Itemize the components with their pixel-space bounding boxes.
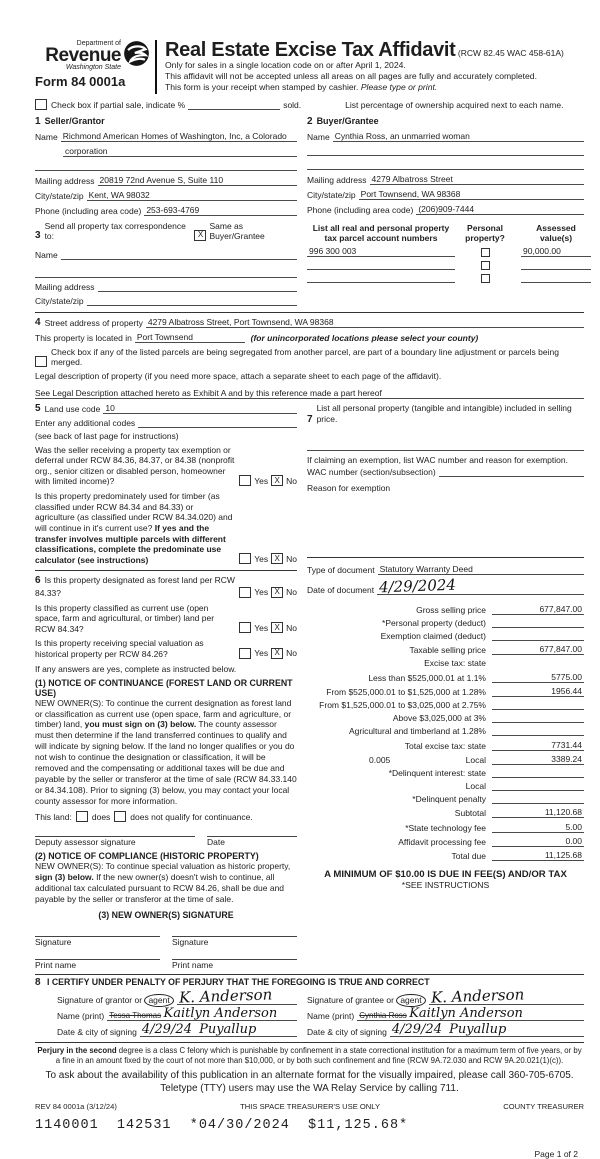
does-checkbox[interactable] xyxy=(76,811,88,822)
street-address-field[interactable]: 4279 Albatross Street, Port Townsend, WA 98368 xyxy=(146,317,584,328)
tax-computation xyxy=(307,604,584,861)
does-not-checkbox[interactable] xyxy=(114,811,126,822)
tax-row-label: Affidavit processing fee xyxy=(398,836,486,847)
tax-row-value[interactable] xyxy=(492,768,584,778)
grantor-signature-field[interactable] xyxy=(177,985,297,1007)
form-number: Form 84 0001a xyxy=(35,74,126,90)
yes-label: Yes xyxy=(254,553,269,564)
personal-property-section xyxy=(307,403,584,558)
seller-phone-label: Phone (including area code) xyxy=(35,205,142,216)
located-in-field[interactable]: Port Townsend xyxy=(135,332,245,343)
tax-row-label: Gross selling price xyxy=(416,604,486,615)
seller-heading: Seller/Grantor xyxy=(44,115,105,126)
additional-codes-label: Enter any additional codes xyxy=(35,417,136,428)
grantee-date-handwriting: 4/29/24 xyxy=(391,1021,442,1037)
grantor-date-city-label: Date & city of signing xyxy=(57,1026,137,1037)
partial-sale-row xyxy=(35,99,584,110)
local-rate: 0.005 xyxy=(369,754,391,765)
correspondence-mailing-label: Mailing address xyxy=(35,281,95,292)
reason-exemption-field[interactable] xyxy=(307,493,584,553)
correspondence-name-label: Name xyxy=(35,249,58,260)
grantee-name-print-label: Name (print) xyxy=(307,1010,355,1021)
grantee-date-city-label: Date & city of signing xyxy=(307,1026,387,1037)
grantee-name-print-field[interactable] xyxy=(357,1005,584,1021)
yes-label: Yes xyxy=(254,622,269,633)
tax-row-label: *Personal property (deduct) xyxy=(382,617,486,628)
tax-row-value[interactable]: 11,125.68 xyxy=(492,850,584,861)
timber-yes-checkbox[interactable] xyxy=(239,553,251,564)
tax-row-value[interactable]: 1956.44 xyxy=(492,686,584,697)
grantee-date-city-field[interactable] xyxy=(390,1021,584,1037)
buyer-mailing-field[interactable]: 4279 Albatross Street xyxy=(370,174,584,185)
sold-label: sold. xyxy=(283,99,302,110)
buyer-section xyxy=(307,116,584,216)
grantee-name-handwriting: Kaitlyn Anderson xyxy=(409,1005,523,1021)
notice-continuance-title: (1) NOTICE OF CONTINUANCE (FOREST LAND OR CURRENT USE) xyxy=(35,677,293,698)
tax-row-label: *Delinquent penalty xyxy=(412,794,486,805)
timber-no-checkbox[interactable]: X xyxy=(271,553,283,564)
assessed-value-field[interactable] xyxy=(521,273,591,283)
correspondence-city-field[interactable] xyxy=(87,296,297,306)
grantee-signature-handwriting: K. Anderson xyxy=(430,985,525,1007)
tax-row-label: Less than $525,000.01 at 1.1% xyxy=(368,672,486,683)
located-in-label: This property is located in xyxy=(35,332,132,343)
current-use-yes-checkbox[interactable] xyxy=(239,622,251,633)
tax-row-label: Total excise tax: state xyxy=(404,740,486,751)
parcel-number-field[interactable] xyxy=(307,273,455,283)
grantor-name-print-field[interactable] xyxy=(107,1005,297,1021)
no-label: No xyxy=(286,475,297,486)
buyer-heading: Buyer/Grantee xyxy=(316,115,379,126)
grantee-city-handwriting: Puyallup xyxy=(449,1021,507,1037)
seller-name-field-3[interactable] xyxy=(35,161,297,171)
forest-section xyxy=(35,575,297,970)
notice-compliance-title: (2) NOTICE OF COMPLIANCE (HISTORIC PROPERTY) xyxy=(35,851,259,862)
rev-form-code: REV 84 0001a (3/12/24) xyxy=(35,1102,117,1112)
buyer-city-field[interactable]: Port Townsend, WA 98368 xyxy=(359,189,584,200)
tax-row-label: Above $3,025,000 at 3% xyxy=(392,713,486,724)
tax-row-value[interactable]: 677,847.00 xyxy=(492,604,584,615)
land-use-section xyxy=(35,403,297,572)
parcel-row xyxy=(307,273,591,283)
tax-row-value[interactable] xyxy=(492,713,584,723)
tax-row-value[interactable] xyxy=(492,726,584,736)
logo-state-text: Washington State xyxy=(65,64,121,72)
timber-question: Is this property predominately used for timber (as classified under RCW 84.34 and 84.33) or agriculture (as classified under RCW 84.34.020) and will continue in it's current use? If yes and the transfer involves multiple parcels with different classifications, complete the predominate use calculator (see instructions) Yes X No xyxy=(35,491,297,565)
date-of-document-label: Date of document xyxy=(307,584,375,595)
correspondence-mailing-field[interactable] xyxy=(98,282,297,292)
partial-sale-checkbox[interactable] xyxy=(35,99,47,110)
buyer-name-field-2[interactable] xyxy=(307,146,584,156)
section-4-number: 4 xyxy=(35,316,41,328)
correspondence-city-label: City/state/zip xyxy=(35,295,84,306)
header-note-2: This affidavit will not be accepted unless all areas on all pages are fully and accurately completed. xyxy=(165,71,537,82)
personal-property-checkbox[interactable] xyxy=(481,261,490,270)
section-6-number: 6 xyxy=(35,575,41,587)
county-treasurer-label: COUNTY TREASURER xyxy=(503,1102,584,1112)
tax-row-value[interactable] xyxy=(492,700,584,710)
this-land-label: This land: xyxy=(35,811,72,822)
revenue-logo-icon xyxy=(123,40,150,69)
parcel-number-field[interactable]: 996 300 003 xyxy=(307,246,455,257)
ownership-note: List percentage of ownership acquired next to each name. xyxy=(345,99,564,110)
grantee-struck-name: Cynthia Ross xyxy=(359,1010,407,1020)
notice-compliance-body: NEW OWNER(S): To continue special valuation as historic property, sign (3) below. If the new owner(s) doesn't wish to continue, all additional tax calculated pursuant to RCW 84.26, shall be due and payable by the seller or transferor at the time of sale. xyxy=(35,861,291,905)
correspondence-section xyxy=(35,221,307,306)
tax-row-value[interactable] xyxy=(492,631,584,641)
assessed-value-field[interactable] xyxy=(521,260,591,270)
section-3-number: 3 xyxy=(35,229,41,241)
does-not-label: does not qualify for continuance. xyxy=(130,811,253,822)
section-7-number: 7 xyxy=(307,413,313,425)
minimum-due-note: A MINIMUM OF $10.00 IS DUE IN FEE(S) AND/OR TAX xyxy=(324,869,567,881)
tax-row-value[interactable] xyxy=(492,618,584,628)
grantor-name-handwriting: Kaitlyn Anderson xyxy=(163,1005,278,1021)
personal-property-header: Personal property? xyxy=(465,222,505,243)
buyer-mailing-label: Mailing address xyxy=(307,174,367,185)
personal-property-field[interactable] xyxy=(307,441,584,451)
grantor-signature-handwriting: K. Anderson xyxy=(178,985,273,1007)
tax-row-value[interactable]: 7731.44 xyxy=(492,740,584,751)
tax-row-label: *Delinquent interest: state xyxy=(388,767,486,778)
grantor-date-city-field[interactable] xyxy=(140,1021,297,1037)
perjury-note: Perjury in the second degree is a class C felony which is punishable by confinement in a state correctional institution for a maximum term of five years, or by a fine in an amount fixed by the court of not more than $10,000, or by both such confinement and fine (RCW 9A.72.030 and RCW 9A.20.021(1)(c)). xyxy=(35,1042,584,1065)
same-as-buyer-checkbox[interactable]: X xyxy=(194,230,206,241)
dor-logo-block xyxy=(35,40,157,94)
page-title: Real Estate Excise Tax Affidavit xyxy=(165,39,456,61)
treasurer-stamp: 1140001 142531 *04/30/2024 $11,125.68* xyxy=(35,1118,409,1134)
buyer-phone-field[interactable]: (206)909-7444 xyxy=(416,204,584,215)
historic-no-checkbox[interactable]: X xyxy=(271,648,283,659)
accessibility-note: To ask about the availability of this publication in an alternate format for the visually impaired, please call 360-705-6705. Teletype (TTY) users may use the WA Relay Service by calling 711. xyxy=(45,1070,574,1094)
tax-row-label: Subtotal xyxy=(454,808,486,819)
parcel-row xyxy=(307,246,591,257)
page-number: Page 1 of 2 xyxy=(534,1149,578,1159)
unincorporated-note: (for unincorporated locations please select your county) xyxy=(250,332,479,343)
seller-city-label: City/state/zip xyxy=(35,190,84,201)
does-label: does xyxy=(91,811,111,822)
seller-city-field[interactable]: Kent, WA 98032 xyxy=(87,190,297,201)
document-section xyxy=(307,564,584,595)
tax-row-value[interactable]: 11,120.68 xyxy=(492,807,584,818)
seller-name-field-2[interactable]: corporation xyxy=(63,146,297,157)
forest-no-checkbox[interactable]: X xyxy=(271,587,283,598)
personal-property-label: List all personal property (tangible and intangible) included in selling price. xyxy=(316,402,572,424)
property-section xyxy=(35,317,584,399)
land-use-code-label: Land use code xyxy=(44,403,101,414)
logo-department-text: Department of xyxy=(76,40,121,47)
grantor-struck-name: Tessa Thomas xyxy=(109,1010,162,1020)
local-value[interactable]: 3389.24 xyxy=(492,754,584,765)
type-of-document-field[interactable]: Statutory Warranty Deed xyxy=(378,564,584,575)
same-as-buyer-label: Same as Buyer/Grantee xyxy=(209,220,265,241)
no-label: No xyxy=(286,587,297,598)
tax-row-value[interactable]: 677,847.00 xyxy=(492,644,584,655)
seller-mailing-field[interactable]: 20819 72nd Avenue S, Suite 110 xyxy=(98,175,297,186)
tax-row-value[interactable]: 5.00 xyxy=(492,822,584,833)
parcel-accounts-header: List all real and personal property tax parcel account numbers xyxy=(312,222,450,243)
new-owner-print-field-1[interactable]: Print name xyxy=(35,959,160,970)
correspondence-label: Send all property tax correspondence to: xyxy=(44,220,186,241)
seller-mailing-label: Mailing address xyxy=(35,175,95,186)
correspondence-blank-field[interactable] xyxy=(35,268,297,278)
tax-row-label: Agricultural and timberland at 1.28% xyxy=(348,726,486,737)
local-label: Local xyxy=(465,754,486,765)
land-use-code-field[interactable]: 10 xyxy=(103,403,297,414)
tax-row-value[interactable] xyxy=(492,794,584,804)
historic-question: Is this property receiving special valuation as historical property per RCW 84.26? Yes X No xyxy=(35,638,297,660)
buyer-name-label: Name xyxy=(307,131,330,142)
logo-agency-text: Revenue xyxy=(45,45,121,66)
form-header xyxy=(35,40,584,94)
section-5-number: 5 xyxy=(35,402,41,414)
new-owner-signature-title: (3) NEW OWNER(S) SIGNATURE xyxy=(98,909,234,920)
section-1-number: 1 xyxy=(35,115,41,127)
grantor-signature-label: Signature of grantor or agent xyxy=(57,995,174,1005)
deputy-date-field[interactable]: Date xyxy=(207,836,297,847)
buyer-city-label: City/state/zip xyxy=(307,189,356,200)
partial-sale-percent-field[interactable] xyxy=(188,109,280,110)
yes-label: Yes xyxy=(254,648,269,659)
tax-row-value[interactable]: 0.00 xyxy=(492,836,584,847)
legal-description-label: Legal description of property (if you need more space, attach a separate sheet to each page of the affidavit). xyxy=(35,370,442,381)
parcel-table xyxy=(307,221,591,306)
wac-number-field[interactable] xyxy=(439,467,584,477)
section-8-number: 8 xyxy=(35,976,41,988)
tax-row-label: Taxable selling price xyxy=(409,645,486,656)
grantor-city-handwriting: Puyallup xyxy=(199,1021,257,1037)
personal-property-checkbox[interactable] xyxy=(481,274,490,283)
type-of-document-label: Type of document xyxy=(307,564,375,575)
parcel-row xyxy=(307,260,591,270)
exemption-claim-note: If claiming an exemption, list WAC number and reason for exemption. xyxy=(307,454,568,465)
assessed-value-header: Assessed value(s) xyxy=(536,222,576,243)
exemption-no-checkbox[interactable]: X xyxy=(271,475,283,486)
date-of-document-field[interactable] xyxy=(377,575,584,596)
new-owner-signature-field-1[interactable]: Signature xyxy=(35,936,160,947)
complete-below-note: If any answers are yes, complete as instructed below. xyxy=(35,663,237,674)
segregated-checkbox[interactable] xyxy=(35,356,47,367)
excise-tax-state-header: Excise tax: state xyxy=(424,658,486,669)
date-of-document-handwriting: 4/29/2024 xyxy=(378,575,457,596)
yes-label: Yes xyxy=(254,587,269,598)
buyer-name-field[interactable]: Cynthia Ross, an unmarried woman xyxy=(333,131,584,142)
additional-codes-field[interactable] xyxy=(138,418,297,428)
parcel-number-field[interactable] xyxy=(307,260,455,270)
grantor-name-print-label: Name (print) xyxy=(57,1010,105,1021)
legal-description-field[interactable]: See Legal Description attached hereto as Exhibit A and by this reference made a part hereof xyxy=(35,388,584,399)
certify-heading: I CERTIFY UNDER PENALTY OF PERJURY THAT THE FOREGOING IS TRUE AND CORRECT xyxy=(46,976,430,987)
personal-property-checkbox[interactable] xyxy=(481,248,490,257)
header-note-3: This form is your receipt when stamped by cashier. Please type or print. xyxy=(165,82,438,93)
tax-row-value[interactable]: 5775.00 xyxy=(492,672,584,683)
tax-row-label: From $1,525,000.01 to $3,025,000 at 2.75% xyxy=(319,699,486,710)
certify-section xyxy=(35,974,584,1037)
street-address-label: Street address of property xyxy=(44,317,143,328)
current-use-no-checkbox[interactable]: X xyxy=(271,622,283,633)
deputy-assessor-signature-field[interactable]: Deputy assessor signature xyxy=(35,836,195,847)
tax-row-value[interactable] xyxy=(492,781,584,791)
tax-row-label: *State technology fee xyxy=(405,822,486,833)
tax-row-label: Total due xyxy=(451,851,486,862)
grantee-signature-label: Signature of grantee or agent xyxy=(307,995,426,1005)
see-back-note: (see back of last page for instructions) xyxy=(35,430,179,441)
grantee-signature-field[interactable] xyxy=(429,985,584,1007)
wac-number-label: WAC number (section/subsection) xyxy=(307,466,436,477)
notice-continuance-body: NEW OWNER(S): To continue the current designation as forest land or classification as current use (open space, farm and agriculture, or timber) land, you must sign on (3) below. The county assessor must then determine if the land transferred continues to qualify and will indicate by signing below. If the land no longer qualifies or you do not wish to continue the designation or classification, it will be removed and the compensating or additional taxes will be due and payable by the seller or transferor at the time of sale (RCW 84.33.140 or 84.34.108). Prior to signing (3) below, you may contact your local county assessor for more information. xyxy=(35,697,297,806)
assessed-value-field[interactable]: 90,000.00 xyxy=(521,246,591,257)
header-note-1: Only for sales in a single location code on or after April 1, 2024. xyxy=(165,60,406,70)
exemption-question: Was the seller receiving a property tax exemption or deferral under RCW 84.36, 84.37, or 84.38 (nonprofit org., senior citizen or disabled person, homeowner with limited income)? Yes X No xyxy=(35,444,297,487)
grantor-date-handwriting: 4/29/24 xyxy=(141,1021,192,1037)
tax-row-label: Local xyxy=(465,781,486,792)
forest-land-question: 6 Is this property designated as forest land per RCW 84.33? Yes X No xyxy=(35,575,297,598)
see-instructions-note: *SEE INSTRUCTIONS xyxy=(401,880,490,891)
no-label: No xyxy=(286,648,297,659)
section-2-number: 2 xyxy=(307,115,313,127)
partial-sale-label: Check box if partial sale, indicate % xyxy=(51,99,186,110)
treasurer-space-label: THIS SPACE TREASURER'S USE ONLY xyxy=(240,1102,381,1112)
yes-label: Yes xyxy=(254,475,269,486)
current-use-question: Is this property classified as current use (open space, farm and agricultural, or timber) land per RCW 84.34? Yes X No xyxy=(35,602,297,634)
no-label: No xyxy=(286,553,297,564)
seller-name-label: Name xyxy=(35,131,58,142)
exemption-yes-checkbox[interactable] xyxy=(239,475,251,486)
reason-exemption-label: Reason for exemption xyxy=(307,482,391,493)
forest-yes-checkbox[interactable] xyxy=(239,587,251,598)
seller-section xyxy=(35,116,307,216)
tax-row-label: Exemption claimed (deduct) xyxy=(380,631,486,642)
buyer-name-field-3[interactable] xyxy=(307,160,584,170)
seller-phone-field[interactable]: 253-693-4769 xyxy=(144,205,297,216)
segregated-label: Check box if any of the listed parcels are being segregated from another parcel, are part of a boundary line adjustment or parcels being merged. xyxy=(51,346,559,367)
correspondence-name-field[interactable] xyxy=(61,250,297,260)
new-owner-print-field-2[interactable]: Print name xyxy=(172,959,297,970)
title-rcw-code: (RCW 82.45 WAC 458-61A) xyxy=(457,48,564,58)
tax-row-label: From $525,000.01 to $1,525,000 at 1.28% xyxy=(326,686,486,697)
new-owner-signature-field-2[interactable]: Signature xyxy=(172,936,297,947)
seller-name-field[interactable]: Richmond American Homes of Washington, Inc, a Colorado xyxy=(61,131,297,142)
buyer-phone-label: Phone (including area code) xyxy=(307,204,414,215)
no-label: No xyxy=(286,622,297,633)
historic-yes-checkbox[interactable] xyxy=(239,648,251,659)
land-qualify-row xyxy=(35,811,297,822)
